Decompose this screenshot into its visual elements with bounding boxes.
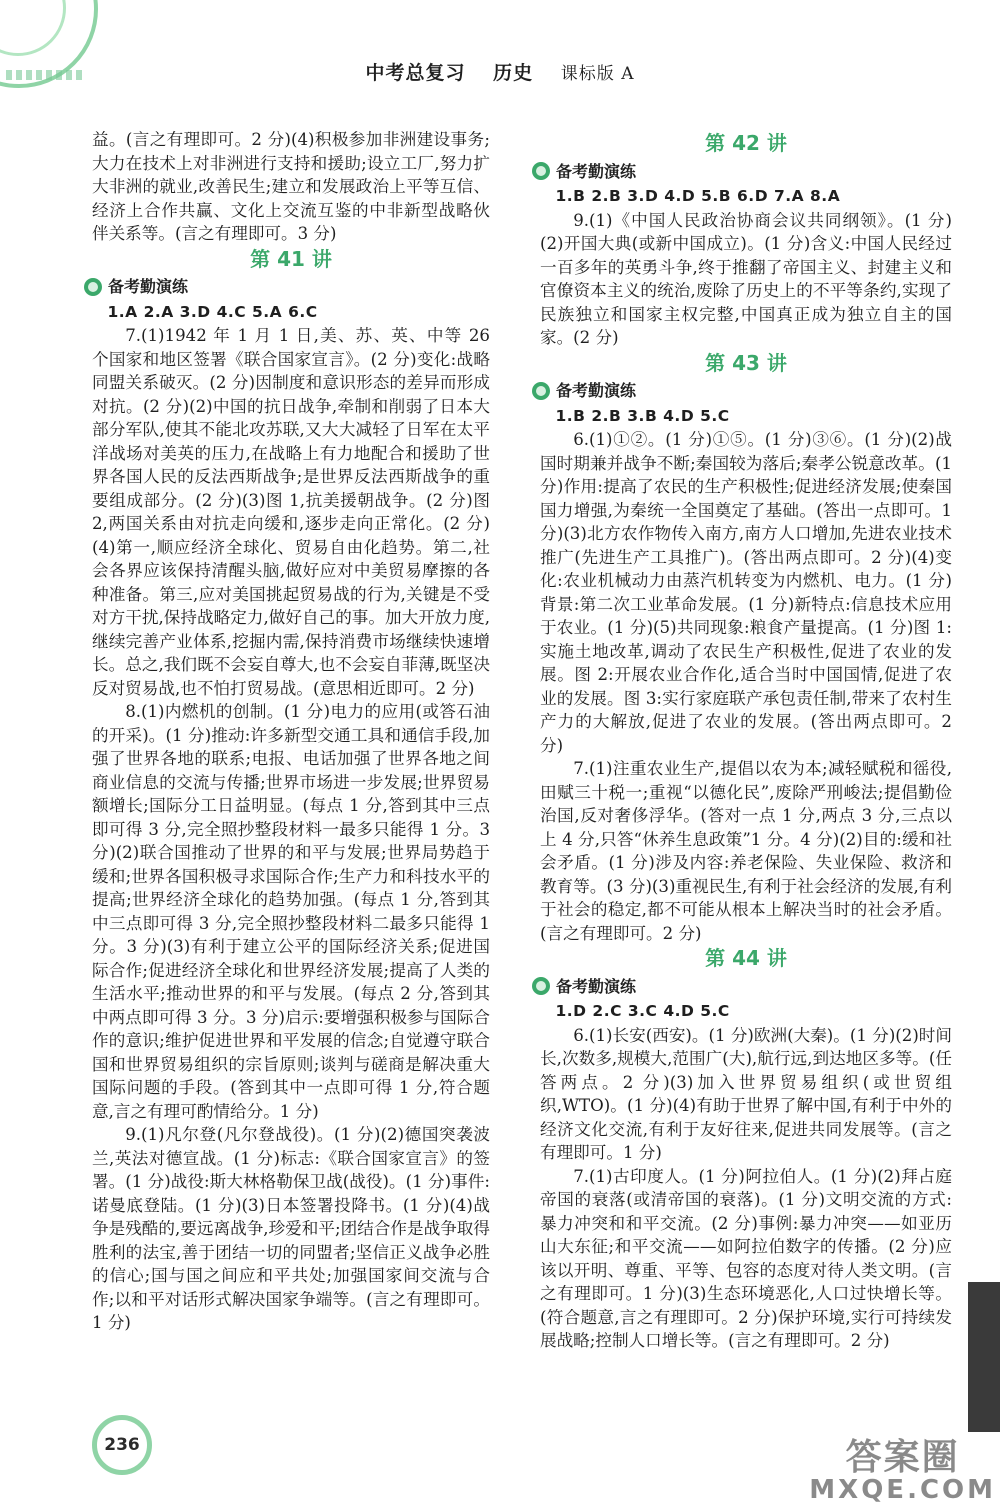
- page-header: [0, 58, 1000, 85]
- lecture-heading-41: 第 41 讲: [250, 246, 332, 271]
- practice-icon: [532, 162, 550, 180]
- series-title: 中考总复习: [365, 62, 466, 84]
- section-label: 备考勤演练: [556, 161, 637, 181]
- answer-q7: 7.(1)注重农业生产,提倡以农为本;减轻赋税和徭役,田赋三十税一;重视“以德化民”,废除严刑峻法;提倡勤俭治国,反对奢侈浮华。(答对一点 1 分,两点 3 分,三点以上 4 分,只答“休养生息政策”1 分。4 分)(2)目的:缓和社会矛盾。(1 分)涉及内容:养老保险、失业保险、救济和教育等。(3 分)(3)重视民生,有利于社会经济的发展,有利于社会的稳定,都不可能从根本上解决当时的社会矛盾。(言之有理即可。2 分): [540, 759, 952, 943]
- edge-tab-marker: [968, 1282, 1000, 1432]
- section-label: 备考勤演练: [556, 381, 637, 400]
- watermark-cn: 答案圈: [845, 1436, 960, 1478]
- practice-icon: [532, 382, 550, 400]
- multiple-choice-answers: 1.B 2.B 3.D 4.D 5.B 6.D 7.A 8.A: [555, 187, 841, 205]
- edition-label: 课标版 A: [560, 64, 635, 84]
- answer-q6: 6.(1)①②。(1 分)①⑤。(1 分)③⑥。(1 分)(2)战国时期兼并战争不断;秦国较为落后;秦孝公锐意改革。(1 分)作用:提高了农民的生产积极性;促进经济发展;使秦国国力增强,为秦统一全国奠定了基础。(答出一点即可。1 分)(3)北方农作物传入南方,南方人口增加,先进农业技术推广(先进生产工具推广)。(答出两点即可。2 分)(4)变化:农业机械动力由蒸汽机转变为内燃机、电力。(1 分)背景:第二次工业革命发展。(1 分)新特点:信息技术应用于农业。(1 分)(5)共同现象:粮食产量提高。(1 分)图 1:实施土地改革,调动了农民生产积极性,促进了农业的发展。图 2:开展农业合作化,适合当时中国国情,促进了农业的发展。图 3:实行家庭联产承包责任制,带来了农村生产力的大解放,促进了农业的发展。(答出两点即可。2 分): [540, 430, 952, 755]
- section-heading: [532, 160, 952, 184]
- continued-answer: 益。(言之有理即可。2 分)(4)积极参加非洲建设事务;大力在技术上对非洲进行支持和援助;设立工厂,努力扩大非洲的就业,改善民生;建立和发展政治上平等互信、经济上合作共赢、文化上交流互鉴的中非新型战略伙伴关系等。(言之有理即可。3 分): [92, 130, 490, 243]
- page-number: 236: [92, 1415, 152, 1475]
- practice-icon: [532, 977, 550, 995]
- lecture-heading-43: 第 43 讲: [705, 350, 787, 375]
- answer-q7: 7.(1)1942 年 1 月 1 日,美、苏、英、中等 26 个国家和地区签署《联合国家宣言》。(2 分)变化:战略同盟关系破灭。(2 分)因制度和意识形态的差异而形成对抗。(2 分)(2)中国的抗日战争,牵制和削弱了日本大部分军队,使其不能北攻苏联,又大大减轻了日军在太平洋战场对美英的压力,在战略上有力地配合和援助了世界各国人民的反法西斯战争;是世界反法西斯战争的重要组成部分。(2 分)(3)图 1,抗美援朝战争。(2 分)图 2,两国关系由对抗走向缓和,逐步走向正常化。(2 分)(4)第一,顺应经济全球化、贸易自由化趋势。第二,社会各界应该保持清醒头脑,做好应对中美贸易摩擦的各种准备。第三,应对美国挑起贸易战的行为,关键是不受对方干扰,保持战略定力,做好自己的事。加大开放力度,继续完善产业体系,挖掘内需,保持消费市场继续快速增长。总之,我们既不会妄自尊大,也不会妄自菲薄,既坚决反对贸易战,也不怕打贸易战。(意思相近即可。2 分): [92, 326, 490, 698]
- multiple-choice-answers: 1.D 2.C 3.C 4.D 5.C: [555, 1002, 730, 1020]
- section-heading: [532, 379, 952, 403]
- practice-icon: [84, 278, 102, 296]
- subject-title: 历史: [493, 62, 534, 84]
- section-label: 备考勤演练: [108, 277, 189, 296]
- multiple-choice-answers: 1.B 2.B 3.B 4.D 5.C: [555, 406, 730, 425]
- answer-q9: 9.(1)凡尔登(凡尔登战役)。(1 分)(2)德国突袭波兰,英法对德宣战。(1 分)标志:《联合国家宣言》的签署。(1 分)战役:斯大林格勒保卫战(战役)。(1 分)事件:诺曼底登陆。(1 分)(3)日本签署投降书。(1 分)(4)战争是残酷的,要远离战争,珍爱和平;团结合作是战争取得胜利的法宝,善于团结一切的同盟者;坚信正义战争必胜的信心;国与国之间应和平共处;加强国家间交流与合作;以和平对话形式解决国家争端等。(言之有理即可。1 分): [92, 1125, 490, 1332]
- lecture-heading-42: 第 42 讲: [705, 131, 787, 155]
- watermark-en: MXQE.COM: [809, 1474, 996, 1505]
- answer-q7: 7.(1)古印度人。(1 分)阿拉伯人。(1 分)(2)拜占庭帝国的衰落(或清帝国的衰落)。(1 分)文明交流的方式:暴力冲突和和平交流。(2 分)事例:暴力冲突——如亚历山大东征;和平交流——如阿拉伯数字的传播。(2 分)应该以开明、尊重、平等、包容的态度对待人类文明。(言之有理即可。1 分)(3)生态环境恶化,人口过快增长等。(符合题意,言之有理即可。2 分)保护环境,实行可持续发展战略;控制人口增长等。(言之有理即可。2 分): [540, 1166, 952, 1350]
- watermark: [809, 1436, 996, 1505]
- lecture-heading-44: 第 44 讲: [705, 946, 787, 970]
- answer-q8: 8.(1)内燃机的创制。(1 分)电力的应用(或答石油的开采)。(1 分)推动:许多新型交通工具和通信手段,加强了世界各地的联系;电报、电话加强了世界各地之间商业信息的交流与传播;世界市场进一步发展;世界贸易额增长;国际分工日益明显。(每点 1 分,答到其中三点即可得 3 分,完全照抄整段材料一最多只能得 1 分。3 分)(2)联合国推动了世界的和平与发展;世界局势趋于缓和;世界各国积极寻求国际合作;生产力和科技水平的提高;世界经济全球化的趋势加强。(每点 1 分,答到其中三点即可得 3 分,完全照抄整段材料二最多只能得 1 分。3 分)(3)有利于建立公平的国际经济关系;促进国际合作;促进经济全球化和世界经济发展;提高了人类的生活水平;推动世界的和平与发展。(每点 2 分,答到其中两点即可得 3 分。3 分)启示:要增强积极参与国际合作的意识;维护促进世界和平发展的信念;自觉遵守联合国和世界贸易组织的宗旨原则;谈判与磋商是解决重大国际问题的手段。(答到其中一点即可得 1 分,符合题意,言之有理可酌情给分。1 分): [92, 702, 490, 1121]
- answer-q9: 9.(1)《中国人民政治协商会议共同纲领》。(1 分)(2)开国大典(或新中国成立)。(1 分)含义:中国人民经过一百多年的英勇斗争,终于推翻了帝国主义、封建主义和官僚资本主义的统治,废除了历史上的不平等条约,实现了民族独立和国家主权完整,中国真正成为独立自主的国家。(2 分): [540, 210, 952, 347]
- section-heading: [84, 275, 490, 299]
- multiple-choice-answers: 1.A 2.A 3.D 4.C 5.A 6.C: [107, 302, 318, 321]
- section-heading: [532, 975, 952, 999]
- answer-q6: 6.(1)长安(西安)。(1 分)欧洲(大秦)。(1 分)(2)时间长,次数多,规模大,范围广(大),航行远,到达地区多等。(任答两点。2 分)(3)加入世界贸易组织(或世贸组织,WTO)。(1 分)(4)有助于世界了解中国,有利于中外的经济文化交流,有利于友好往来,促进共同发展等。(言之有理即可。1 分): [540, 1025, 952, 1162]
- right-column: [540, 130, 952, 1353]
- section-label: 备考勤演练: [556, 976, 637, 996]
- left-column: [92, 128, 490, 1335]
